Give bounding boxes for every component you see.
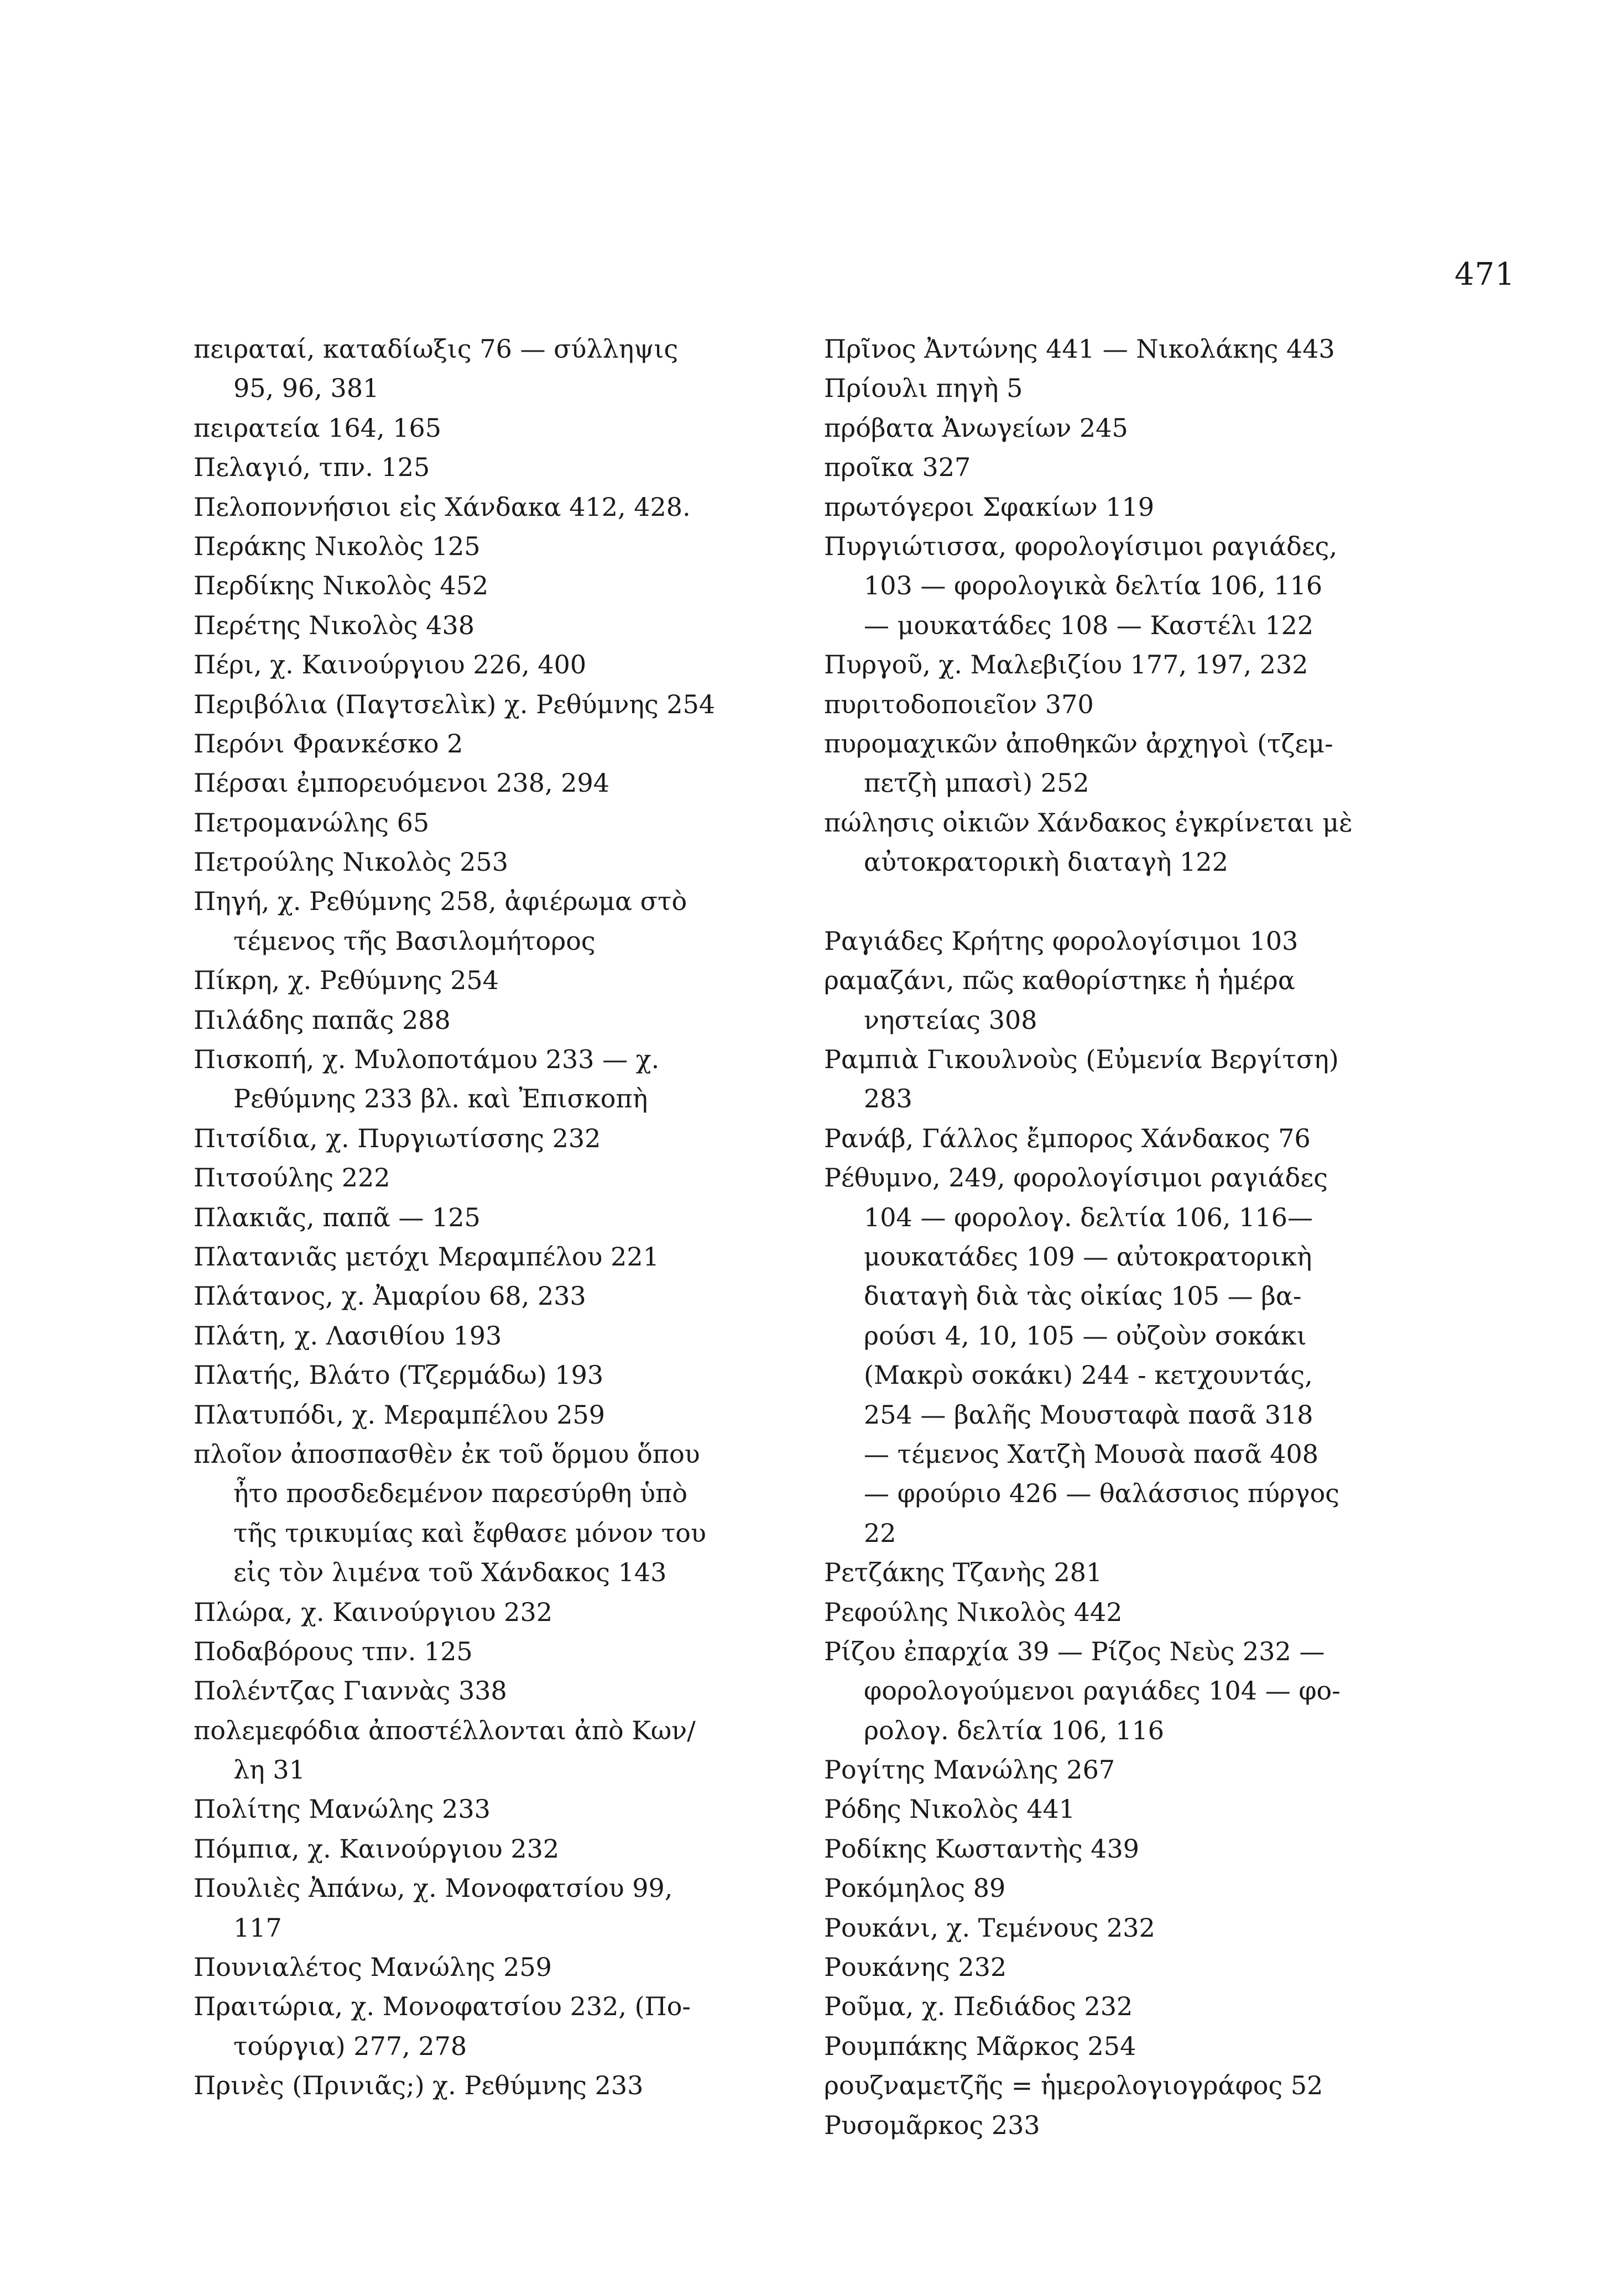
section-gap: [824, 882, 1394, 921]
index-entry: Πρίουλι πηγὴ 5: [824, 373, 1023, 404]
index-entry: πλοῖον ἀποσπασθὲν ἐκ τοῦ ὅρμου ὅπου: [194, 1439, 700, 1469]
page-number: 471: [1454, 257, 1515, 292]
index-entry: Πελοποννήσιοι εἰς Χάνδακα 412, 428.: [194, 491, 691, 522]
index-entry: πρόβατα Ἀνωγείων 245: [824, 412, 1128, 443]
index-entry-continuation: 22: [864, 1518, 896, 1548]
index-entry-continuation: ρολογ. δελτία 106, 116: [864, 1715, 1165, 1745]
index-entry: πειρατεία 164, 165: [194, 412, 442, 443]
index-entry: Ραγιάδες Κρήτης φορολογίσιμοι 103: [824, 925, 1298, 956]
index-entry-continuation: αὐτοκρατορικὴ διαταγὴ 122: [864, 847, 1228, 877]
index-entry: Ρυσομᾶρκος 233: [824, 2110, 1040, 2140]
index-entry: Ποδαβόρους τπν. 125: [194, 1636, 473, 1666]
index-entry: προῖκα 327: [824, 452, 971, 483]
index-entry: Ρόδης Νικολὸς 441: [824, 1794, 1076, 1824]
index-entry: Ροκόμηλος 89: [824, 1873, 1006, 1903]
index-entry: Πόμπια, χ. Καινούργιου 232: [194, 1833, 560, 1864]
index-entry: ραμαζάνι, πῶς καθορίστηκε ἡ ἡμέρα: [824, 965, 1295, 996]
index-entry: Πιτσίδια, χ. Πυργιωτίσσης 232: [194, 1123, 601, 1153]
index-entry-continuation: εἰς τὸν λιμένα τοῦ Χάνδακος 143: [233, 1557, 667, 1588]
index-entry: Πουλιὲς Ἀπάνω, χ. Μονοφατσίου 99,: [194, 1873, 673, 1903]
index-entry-continuation: — φρούριο 426 — θαλάσσιος πύργος: [864, 1478, 1340, 1509]
index-entry: Πετρομανώλης 65: [194, 807, 430, 838]
index-entry-continuation: φορολογούμενοι ραγιάδες 104 — φο-: [864, 1676, 1341, 1706]
index-entry: Πλακιᾶς, παπᾶ — 125: [194, 1202, 481, 1232]
index-entry: Πυργιώτισσα, φορολογίσιμοι ραγιάδες,: [824, 531, 1338, 561]
index-column-left: [194, 330, 763, 2106]
index-column-right: [824, 330, 1394, 2145]
index-entry: Ρεφούλης Νικολὸς 442: [824, 1597, 1123, 1627]
index-entry-continuation: 283: [864, 1084, 912, 1114]
index-entry-continuation: διαταγὴ διὰ τὰς οἰκίας 105 — βα-: [864, 1281, 1302, 1311]
index-entry: Πλάτανος, χ. Ἀμαρίου 68, 233: [194, 1281, 586, 1311]
index-entry-continuation: ἦτο προσδεδεμένον παρεσύρθη ὑπὸ: [233, 1478, 688, 1509]
index-entry-continuation: ρούσι 4, 10, 105 — οὐζοὺν σοκάκι: [864, 1320, 1307, 1351]
index-entry-continuation: Ρεθύμνης 233 βλ. καὶ Ἐπισκοπὴ: [233, 1084, 648, 1114]
index-entry-continuation: τῆς τρικυμίας καὶ ἔφθασε μόνον του: [233, 1518, 706, 1548]
index-entry: πυριτοδοποιεῖον 370: [824, 689, 1094, 719]
index-entry: Πρῖνος Ἀντώνης 441 — Νικολάκης 443: [824, 334, 1335, 364]
index-entry: Πιτσούλης 222: [194, 1163, 390, 1193]
index-entry: πολεμεφόδια ἀποστέλλονται ἀπὸ Κων/: [194, 1715, 696, 1745]
index-entry: Πουνιαλέτος Μανώλης 259: [194, 1952, 552, 1983]
index-entry: Πέρσαι ἐμπορευόμενοι 238, 294: [194, 768, 610, 798]
index-entry-continuation: 95, 96, 381: [233, 373, 379, 404]
index-entry: Πιλάδης παπᾶς 288: [194, 1005, 451, 1035]
index-entry: Πισκοπή, χ. Μυλοποτάμου 233 — χ.: [194, 1044, 660, 1075]
index-entry: Ρογίτης Μανώλης 267: [824, 1755, 1115, 1785]
index-entry-continuation: — τέμενος Χατζὴ Μουσὰ πασᾶ 408: [864, 1439, 1319, 1469]
index-entry: Ρουκάνι, χ. Τεμένους 232: [824, 1912, 1155, 1943]
index-entry: Πραιτώρια, χ. Μονοφατσίου 232, (Πο-: [194, 1991, 691, 2022]
index-entry: πειραταί, καταδίωξις 76 — σύλληψις: [194, 334, 679, 364]
index-entry-continuation: 254 — βαλῆς Μουσταφὰ πασᾶ 318: [864, 1399, 1313, 1430]
index-entry: Πλατυπόδι, χ. Μεραμπέλου 259: [194, 1399, 605, 1430]
index-entry: πρωτόγεροι Σφακίων 119: [824, 491, 1155, 522]
index-entry-continuation: (Μακρὺ σοκάκι) 244 - κετχουντάς,: [864, 1360, 1313, 1390]
index-entry: Πυργοῦ, χ. Μαλεβιζίου 177, 197, 232: [824, 650, 1308, 680]
index-entry-continuation: μουκατάδες 109 — αὐτοκρατορικὴ: [864, 1241, 1312, 1272]
index-entry-continuation: λη 31: [233, 1755, 305, 1785]
index-entry-continuation: 117: [233, 1912, 282, 1943]
index-entry-continuation: πετζὴ μπασὶ) 252: [864, 768, 1089, 798]
index-entry: Ρέθυμνο, 249, φορολογίσιμοι ραγιάδες: [824, 1163, 1328, 1193]
index-entry: Ραμπιὰ Γικουλνοὺς (Εὐμενία Βεργίτση): [824, 1044, 1339, 1075]
index-entry-continuation: — μουκατάδες 108 — Καστέλι 122: [864, 610, 1314, 640]
index-entry: Πλατανιᾶς μετόχι Μεραμπέλου 221: [194, 1241, 659, 1272]
index-entry-continuation: τούργια) 277, 278: [233, 2031, 467, 2061]
index-entry: Περιβόλια (Παγτσελὶκ) χ. Ρεθύμνης 254: [194, 689, 716, 719]
index-entry: Περόνι Φρανκέσκο 2: [194, 728, 463, 759]
index-entry: Πρινὲς (Πρινιᾶς;) χ. Ρεθύμνης 233: [194, 2070, 644, 2101]
index-entry: Πολέντζας Γιαννὰς 338: [194, 1676, 507, 1706]
index-entry: Ροῦμα, χ. Πεδιάδος 232: [824, 1991, 1133, 2022]
index-entry: Ρανάβ, Γάλλος ἔμπορος Χάνδακος 76: [824, 1123, 1311, 1153]
index-entry-continuation: τέμενος τῆς Βασιλομήτορος: [233, 925, 596, 956]
index-entry: Ρουκάνης 232: [824, 1952, 1007, 1983]
index-entry: Ρουμπάκης Μᾶρκος 254: [824, 2031, 1136, 2061]
index-entry: Πελαγιό, τπν. 125: [194, 452, 430, 483]
index-entry: ρουζναμετζῆς = ἡμερολογιογράφος 52: [824, 2070, 1323, 2101]
index-entry: Πλάτη, χ. Λασιθίου 193: [194, 1320, 502, 1351]
index-entry: Πίκρη, χ. Ρεθύμνης 254: [194, 965, 499, 996]
index-entry: Περδίκης Νικολὸς 452: [194, 571, 489, 601]
index-entry: Πηγή, χ. Ρεθύμνης 258, ἀφιέρωμα στὸ: [194, 886, 687, 917]
index-entry-continuation: 104 — φορολογ. δελτία 106, 116—: [864, 1202, 1313, 1232]
index-entry: πυρομαχικῶν ἀποθηκῶν ἀρχηγοὶ (τζεμ-: [824, 728, 1333, 759]
index-entry-continuation: νηστείας 308: [864, 1005, 1037, 1035]
index-entry: Περέτης Νικολὸς 438: [194, 610, 474, 640]
index-entry: Ρίζου ἐπαρχία 39 — Ρίζος Νεὺς 232 —: [824, 1636, 1325, 1666]
index-entry: Ρετζάκης Τζανὴς 281: [824, 1557, 1103, 1588]
index-entry: Πλώρα, χ. Καινούργιου 232: [194, 1597, 552, 1627]
index-entry: πώλησις οἰκιῶν Χάνδακος ἐγκρίνεται μὲ: [824, 807, 1353, 838]
index-entry: Πέρι, χ. Καινούργιου 226, 400: [194, 650, 587, 680]
index-entry: Πλατής, Βλάτο (Τζερμάδω) 193: [194, 1360, 604, 1390]
index-entry: Ροδίκης Κωσταντὴς 439: [824, 1833, 1140, 1864]
index-entry: Πετρούλης Νικολὸς 253: [194, 847, 508, 877]
index-entry: Πολίτης Μανώλης 233: [194, 1794, 491, 1824]
index-entry: Περάκης Νικολὸς 125: [194, 531, 481, 561]
index-entry-continuation: 103 — φορολογικὰ δελτία 106, 116: [864, 571, 1323, 601]
